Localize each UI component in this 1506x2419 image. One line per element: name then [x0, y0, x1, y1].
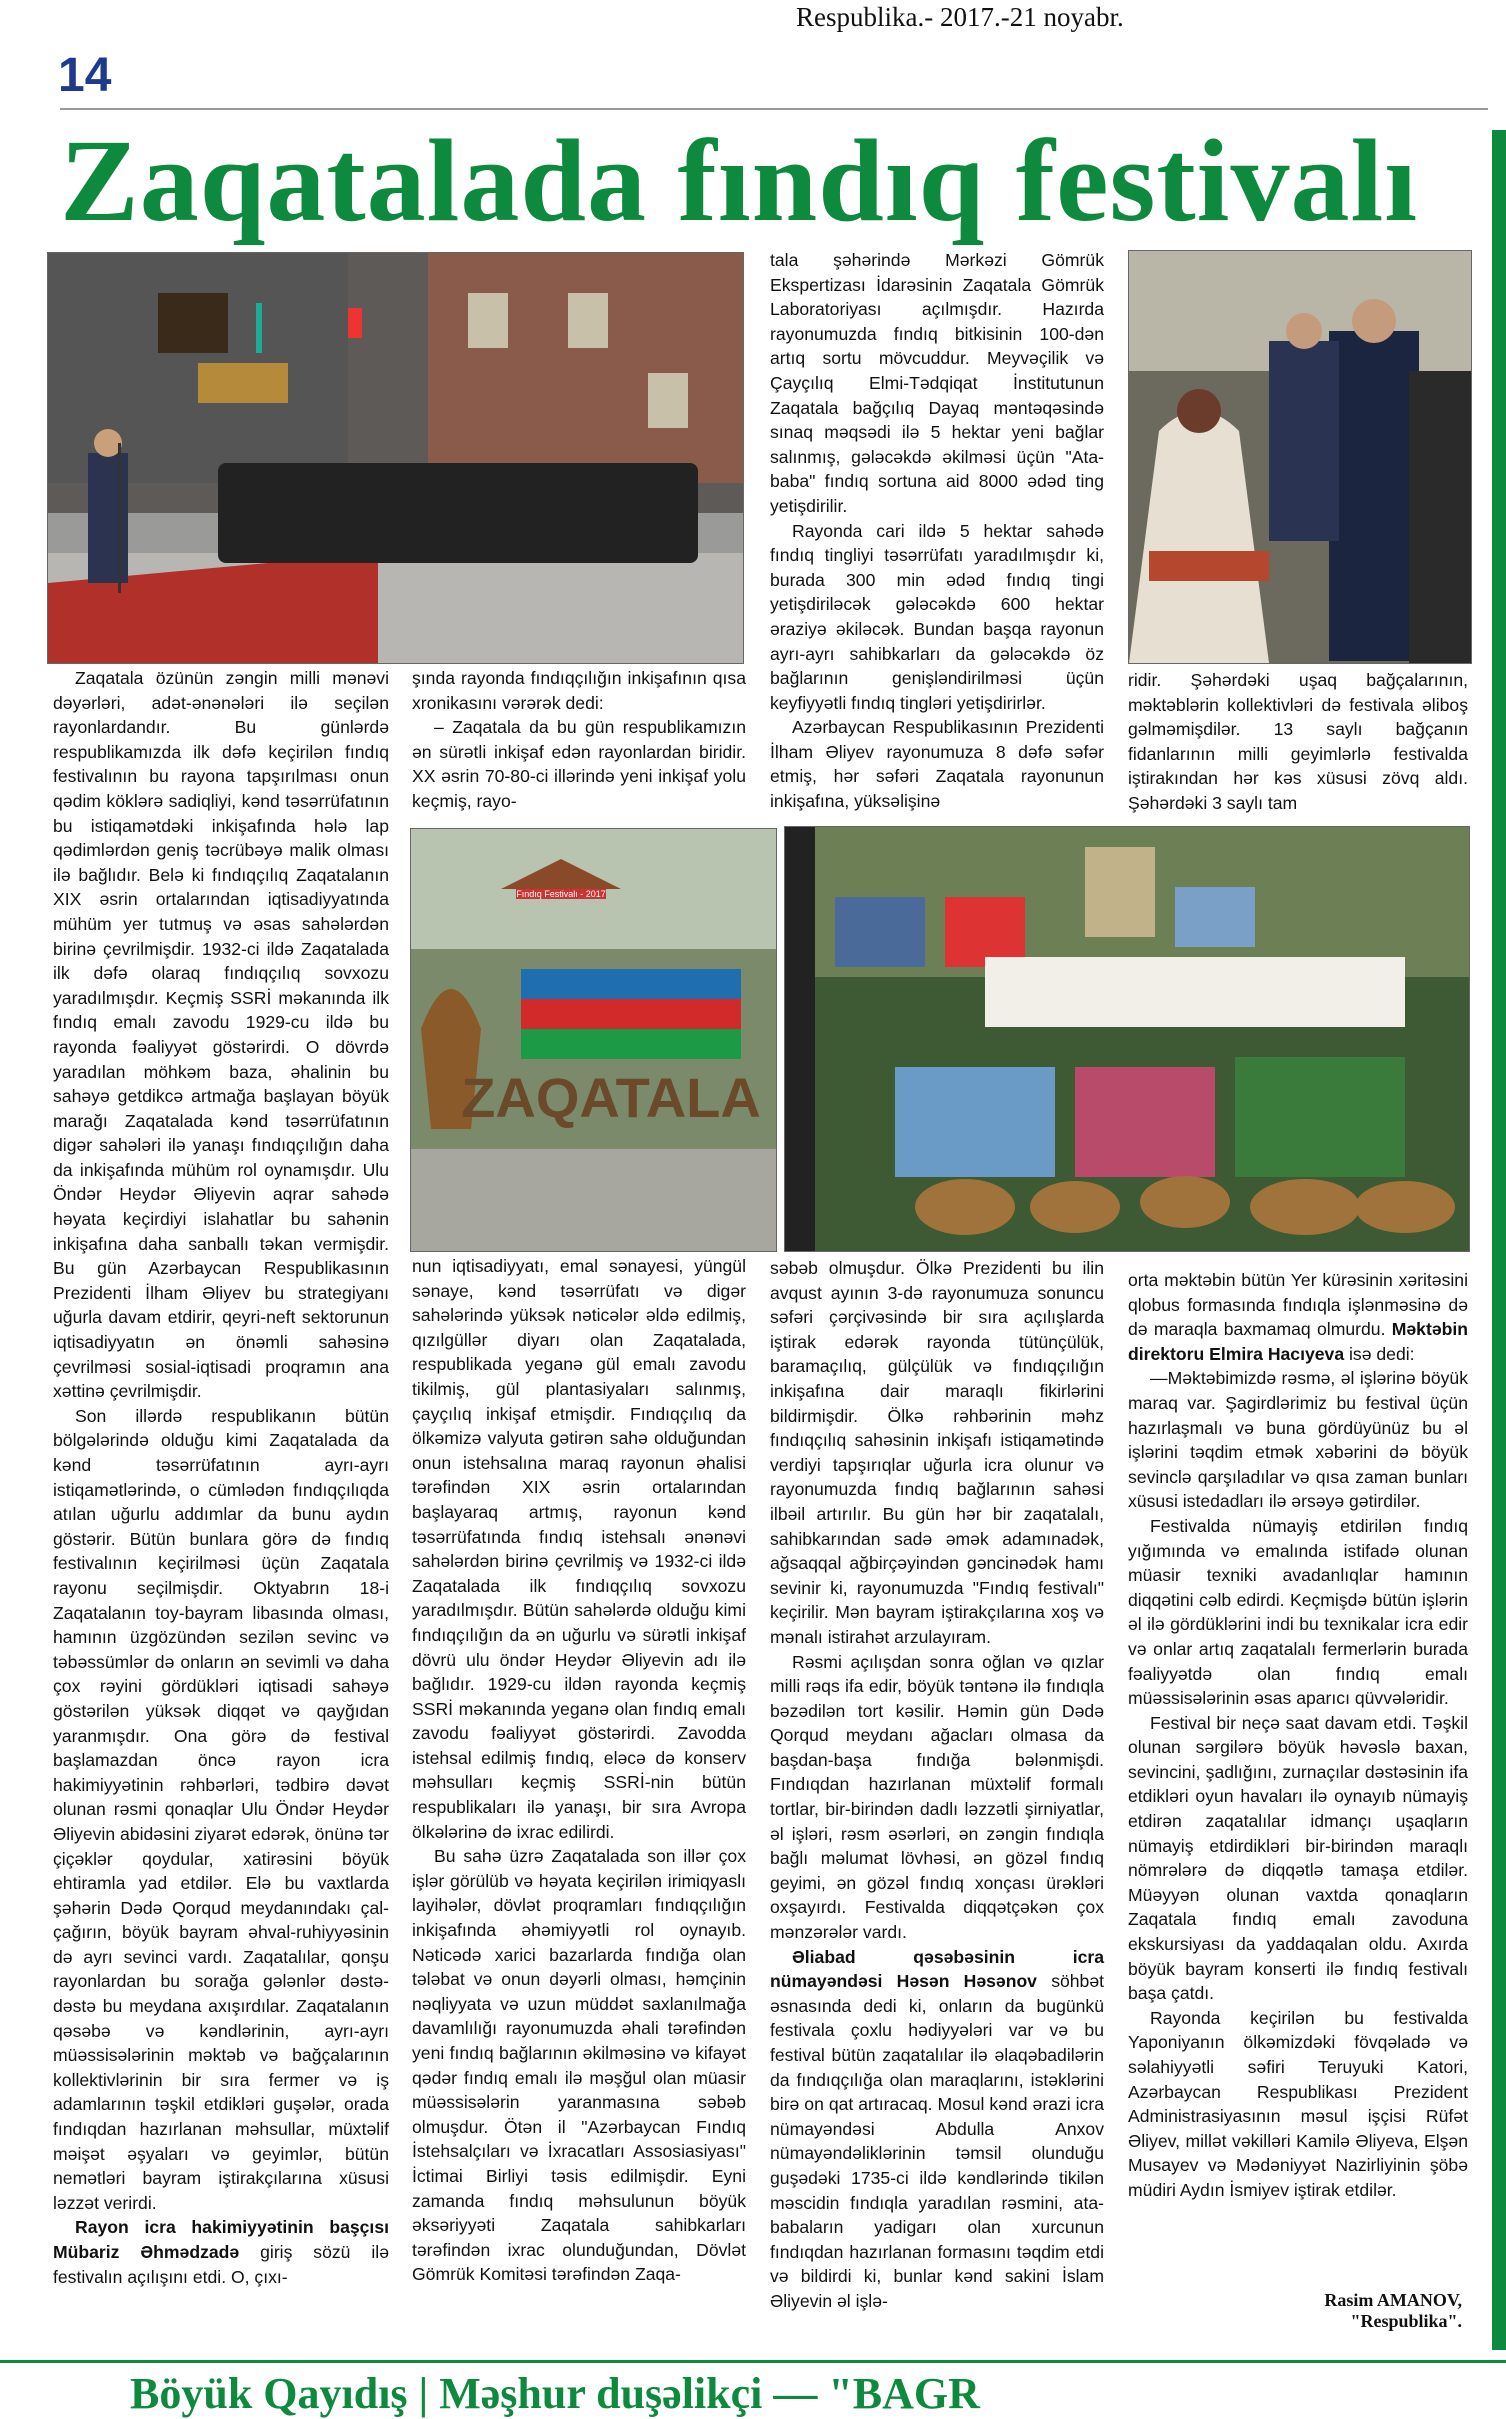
paragraph: səbəb olmuşdur. Ölkə Prezidenti bu ilin avqust ayının 3-də rayonumuza sonuncu səfəri çərçivəsində bir sıra açılışlarda iştirak edərək rayonda tütünçülük, baramaçılıq, gülçülük və fındıqçılığın inkişafına dair maraqlı fikirlərini bildirmişdir. Ölkə rəhbərinin məhz fındıqçılıq sahəsinin inkişafı istiqamətində verdiyi tapşırıqlar uğurla icra olunur və rayonumuzda fındıq bağlarının sahəsi ilbəil artırılır. Bu gün hər bir zaqatalalı, sahibkarından sadə əmək adamınadək, ağsaqqal ağbirçəyindən gəncinədək hamı sevinir ki, rayonumuzda "Fındıq festivalı" keçirilir. Mən bayram iştirakçılarına xoş və mənalı istirahət arzulayıram. [770, 1258, 1104, 1647]
photo-ceremony-image [48, 253, 743, 663]
photo-zaqatala-sign [410, 828, 777, 1252]
quote: – Zaqatala da bu gün respublikamızın ən sürətli inkişaf edən rayonlardan biridir. XX əsrin 70-80-ci illərində yeni inkişaf yolu keçmiş, rayo- [412, 717, 746, 811]
author-name: Rasim AMANOV, [1324, 2290, 1462, 2310]
paragraph: —Məktəbimizdə rəsmə, əl işlərinə böyük maraq var. Şagirdlərimiz bu festival üçün hazırlaşmalı və buna gördüyünüz bu əl işlərini təqdim etmək xəbərini də böyük sevinclə qarşıladılar və qısa zaman bunları xüsusi istedadları ilə ərsəyə gətirdilər. [1128, 1368, 1468, 1512]
speaker-name: Məktəbin direktoru Elmira Hacıyeva [1128, 1319, 1468, 1364]
paragraph: nun iqtisadiyyatı, emal sənayesi, yüngül sənaye, kənd təsərrüfatı və digər sahələrində yüksək nəticələr əldə edilmiş, qızılgüllər diyarı olan Zaqatalada, respublikada yeganə gül emalı zavodu tikilmiş, gül plantasiyaları salınmış, çayçılıq inkişaf etmişdir. Fındıqçılıq da ölkəmizə valyuta gətirən sahə olduğundan onun istehsalına maraq rayonun əhalisi tərəfindən XIX əsrin ortalarından başlayaraq artmış, rayonun kənd təsərrüfatında fındıq istehsalı ənənəvi sahələrdən birinə çevrilmiş və 1932-ci ildə Zaqatalada ilk fındıqçılıq sovxozu yaradılmışdır. Bütün sahələrdə olduğu kimi fındıqçılığın da ən uğurlu və sürətli inkişaf dövrü ulu öndər Heydər Əliyevin adı ilə bağlıdır. 1929-cu ildən rayonda keçmiş SSRİ məkanında yeganə olan fındıq emalı zavodu fəaliyyət göstərirdi. Zavodda istehsal edilmiş fındıq, eləcə də konserv məhsulları keçmiş SSRİ-nin bütün respublikaları ilə yanaşı, bir sıra Avropa ölkələrinə də ixrac edilirdi. [412, 1256, 746, 1842]
article-column-4-top [1128, 668, 1468, 816]
paragraph: Rayonda cari ildə 5 hektar sahədə fındıq tingliyi təsərrüfatı yaradılmışdır ki, burada 300 min ədəd fındıq tingi yetişdiriləcək gələcəkdə 600 hektar əraziyə əkiləcək. Bundan başqa rayonun ayrı-ayrı sahibkarları da gələcəkdə öz bağlarının genişləndirilməsi üçün keyfiyyətli fındıq tingləri yetişdirirlər. [770, 520, 1104, 713]
paragraph: şında rayonda fındıqçılığın inkişafının qısa xronikasını vərərək dedi: [412, 668, 746, 713]
paragraph: ridir. Şəhərdəki uşaq bağçalarının, məktəblərin kollektivləri də festivala əliboş gəlməmişdilər. 13 saylı bağçanın fidanlarının milli geyimlərlə festivalda iştirakından hər kəs xüsusi zövq aldı. Şəhərdəki 3 saylı tam [1128, 670, 1468, 813]
paragraph: Festivalda nümayiş etdirilən fındıq yığımında və emalında istifadə olunan müasir texniki avadanlıqlar hamının diqqətini cəlb edirdi. Keçmişdə bütün işlərin əl ilə gördüklərini indi bu texnikalar icra edir və onlar artıq zaqatalalı fermerlərin burada fəaliyyətdə olan fındıq emalı müəssisələrinin əsas aparıcı qüvvələridir. [1128, 1515, 1468, 1709]
article-title: Zaqatalada fındıq festivalı [60, 115, 1419, 246]
article-column-2-top [412, 666, 746, 814]
header-rule [60, 108, 1488, 110]
side-accent-bar [1492, 130, 1506, 2350]
speaker-name: Rayon icra hakimiyyətinin başçısı Mübariz Əhmədzadə [53, 2217, 389, 2262]
paragraph-tail: isə dedi: [1349, 1343, 1415, 1364]
paragraph: Rayonda keçirilən bu festivalda Yaponiyanın ölkəmizdəki fövqəladə və səlahiyyətli səfiri Teruyuki Katori, Azərbaycan Respublikası Prezident Administrasiyasının məsul işçisi Rüfət Əliyev, millət vəkilləri Kamilə Əliyeva, Elşən Musayev və Mədəniyyət Nazirliyinin şöbə müdiri Aydın İsmiyev iştirak etdilər. [1128, 2007, 1468, 2200]
article-column-2-bottom [412, 1254, 746, 2287]
photo-exhibit-image [785, 827, 1469, 1251]
paragraph [770, 1945, 1104, 2314]
next-article-teaser: Böyük Qayıdış | Məşhur duşəlikçi — "BAGR [130, 2369, 980, 2418]
author-signature [1200, 2290, 1462, 2332]
paragraph: Zaqatala özünün zəngin milli mənəvi dəyərləri, adət-ənənələri ilə seçilən rayonlardandır. Bu günlərdə respublikamızda ilk dəfə keçirilən fındıq festivalının bu rayona tapşırılması onun qədim köklərə sadiqliyi, kənd təsərrüfatının bu istiqamətdəki inkişafında hələ lap qədimlərdən geniş təcrübəyə malik olması ilə bağlıdır. Belə ki fındıqçılıq Zaqatalanın XIX əsrin ortalarından iqtisadiyyatında mühüm yer tutmuş və əsas sahələrdən birinə çevrilmişdir. 1932-ci ildə Zaqatalada ilk dəfə olaraq fındıqçılıq sovxozu yaradılmışdır. Keçmiş SSRİ məkanında ilk fındıq emalı zavodu 1929-cu ildə bu rayonda fəaliyyət göstərirdi. O dövrdə yaradılan möhkəm baza, əhalinin bu sahəyə getdikcə artmağa başlayan böyük marağı Zaqatalada kənd təsərrüfatının digər sahələri ilə yanaşı fındıqçılığın daha da inkişafında mühüm rol oynamışdır. Ulu Öndər Heydər Əliyevin aqrar sahədə həyata keçirdiyi islahatlar bu sahənin inkişafına daha sanballı təkan vermişdir. Bu gün Azərbaycan Respublikasının Prezidenti İlham Əliyev bu strategiyanı uğurla davam etdirir, qeyri-neft sektorunun iqtisadiyyatın ən önəmli sahəsinə çevrilməsi sosial-iqtisadi proqramın ana xəttinə çevrilmişdir. [53, 668, 389, 1402]
author-paper: "Respublika". [1350, 2311, 1462, 2331]
article-column-1 [53, 666, 389, 2289]
photo-costume-girls [1128, 250, 1472, 664]
paragraph: Son illərdə respublikanın bütün bölgələrində olduğu kimi Zaqatalada da kənd təsərrüfatının ayrı-ayrı istiqamətlərində, o cümlədən fındıqçılıqda atılan uğurlu addımlar da bunu aydın göstərir. Bütün bunlara görə də fındıq festivalının keçirilməsi üçün Zaqatala rayonu seçilmişdir. Oktyabrın 18-i Zaqatalanın toy-bayram libasında olması, hamının üzgözündən sezilən sevinc və təbəssümlər də onların ən sevimli və daha çox rəyini gördükləri iqtisadi sahəyə göstərilən yüksək diqqət və qayğıdan yaranmışdır. Ona görə də festival başlamazdan öncə rayon icra hakimiyyətinin rəhbərləri, tədbirə dəvət olunan rəsmi qonaqlar Ulu Öndər Heydər Əliyevin abidəsini ziyarət edərək, önünə tər çiçəklər qoydular, xatirəsini böyük ehtiramla yad etdilər. Elə bu vaxtlarda şəhərin Dədə Qorqud meydanındakı çal-çağırın, böyük bayram əhval-ruhiyyəsinin də ayrı sevinci vardı. Zaqatalılar, qonşu rayonlardan bu sorağa gələnlər dəstə-dəstə bu meydana axışırdılar. Zaqatalanın qəsəbə və kəndlərinin, ayrı-ayrı müəssisələrinin məktəb və bağçalarının kollektivlərinin bir sıra fermer və iş adamlarının təşkil etdikləri guşələr, orada fındıqdan hazırlanan məhsullar, müxtəlif məişət əşyaları və geyimlər, bütün nemətləri bayram iştirakçılarına xüsusi ləzzət verirdi. [53, 1405, 389, 2213]
paragraph: Festival bir neçə saat davam etdi. Təşkil olunan sərgilərə böyük həvəslə baxan, sevincini, şadlığını, zurnaçılar dəstəsinin ifa etdikləri oyun havaları ilə oynayıb nümayiş etdirən zaqatalılar idmançı uşaqların nümayiş etdirdikləri bir-birindən maraqlı nömrələrə də diqqətlə tamaşa etdilər. Müəyyən olunan vaxtda qonaqların Zaqatala fındıq emalı zavoduna ekskursiyası da yaddaqalan oldu. Axırda böyük bayram konserti ilə fındıq festivalı başa çatdı. [1128, 1712, 1468, 2004]
photo-exhibit-table [784, 826, 1470, 1252]
article-column-3-bottom [770, 1256, 1104, 2314]
paragraph: Azərbaycan Respublikasının Prezidenti İlham Əliyev rayonumuza 8 dəfə səfər etmiş, hər səfəri Zaqatala rayonunun inkişafına, yüksəlişinə [770, 717, 1104, 812]
speaker-name: Əliabad qəsəbəsinin icra nümayəndəsi Həsən Həsənov [770, 1946, 1104, 1992]
paragraph-tail: söhbət əsnasında dedi ki, onların da bugünkü festivala çoxlu hədiyyələri var və bu festival bütün zaqatalılar ilə əlaqəbadilərin da fındıqçılığa olan maraqlarını, istəklərini birə on qat artıracaq. Mosul kənd ərazi icra nümayəndəsi Abdulla Anxov nümayəndəliklərinin təmsil olunduğu guşədəki 1735-ci ildə kəndlərində tikilən məscidin fındıqla yaradılan rəsmini, ata-babaların yadigarı olan xurcunun fındıqdan hazırlanan formasını təqdim etdi və bildirdi ki, bunlar kənd sakini İslam Əliyevin əl işlə- [770, 1971, 1105, 2311]
photo-sign-image [411, 829, 776, 1251]
paragraph-text: orta məktəbin bütün Yer kürəsinin xəritəsini qlobus formasında fındıqla işlənməsinə də də maraqla baxmamaq olmurdu. [1128, 1270, 1468, 1340]
photo-ceremony [47, 252, 744, 664]
paragraph: tala şəhərində Mərkəzi Gömrük Ekspertizası İdarəsinin Zaqatala Gömrük Laboratoriyası açılmışdır. Hazırda rayonumuzda fındıq bitkisinin 100-dən artıq sortu mövcuddur. Meyvəçilik və Çayçılıq Elmi-Tədqiqat İnstitutunun Zaqatala bağçılıq Dayaq məntəqəsində sınaq məqsədi ilə 5 hektar yeni bağlar salınmış, gələcəkdə əkilməsi üçün "Ata-baba" fındıq sortuna aid 8000 ədəd ting yetişdirilir. [770, 250, 1104, 516]
paragraph-tail: giriş sözü ilə festivalın açılışını etdi. O, çıxı- [53, 2242, 389, 2287]
footer-rule [0, 2360, 1506, 2363]
article-column-3-top [770, 248, 1104, 814]
paragraph [1128, 1268, 1468, 1366]
festival-banner-text: Fındıq Festivalı - 2017 [516, 889, 606, 899]
publication-header: Respublika.- 2017.-21 noyabr. [796, 2, 1124, 32]
photo-costume-image [1129, 251, 1471, 663]
paragraph: Bu sahə üzrə Zaqatalada son illər çox işlər görülüb və həyata keçirilən irimiqyaslı layihələr, dövlət proqramları fındıqçılığın inkişafında əhəmiyyətli rol oynayıb. Nəticədə xarici bazarlarda fındığa olan tələbat və onun dəyərli olması, həmçinin nəqliyyata və uzun müddət saxlanılmağa davamlılığı rayonumuzda əhali tərəfindən yeni fındıq bağlarının əkilməsinə və kifayət qədər fındıq emalı ilə məşğul olan müasir müəssisələrin yaranmasına səbəb olmuşdur. Ötən il "Azərbaycan Fındıq İstehsalçıları və İxracatları Assosiasiyası" İctimai Birliyi təsis edilmişdir. Eyni zamanda fındıq məhsulunun böyük əksəriyyəti Zaqatala sahibkarları tərəfindən ixrac olunduğundan, Dövlət Gömrük Komitəsi tərəfindən Zaqa- [412, 1846, 746, 2285]
page-number: 14 [58, 49, 112, 102]
paragraph [53, 2215, 389, 2289]
sign-lettering: ZAQATALA [461, 1066, 761, 1129]
paragraph: Rəsmi açılışdan sonra oğlan və qızlar milli rəqs ifa edir, böyük təntənə ilə fındıqla bəzədilən tort kəsilir. Həmin gün Dədə Qorqud meydanı ağacları olmasa da başdan-başa fındığa bələnmişdi. Fındıqdan hazırlanan müxtəlif formalı tortlar, bir-birindən dadlı ləzzətli şirniyatlar, əl işləri, rəsm əsərləri, ən zəngin fındıqla bağlı məlumat lövhəsi, ən gözəl fındıq geyimi, ən gözəl fındıq xonçası ürəkləri oxşayırdı. Festivalda diqqətçəkən çox mənzərələr vardı. [770, 1651, 1104, 1943]
article-column-4-bottom [1128, 1268, 1468, 2203]
